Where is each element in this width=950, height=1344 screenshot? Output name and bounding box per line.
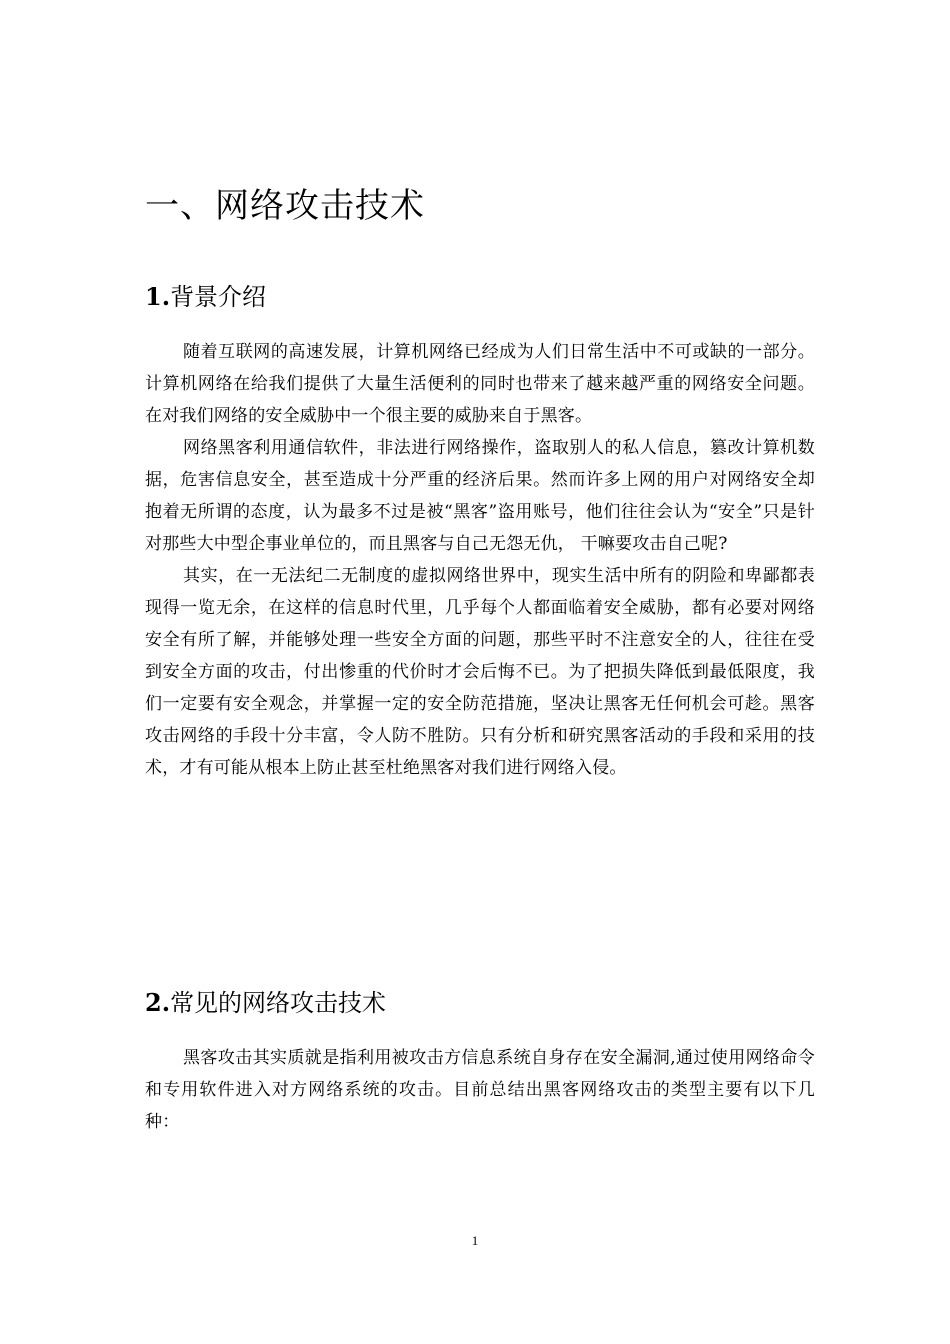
chapter-title: 一、网络攻击技术 [145, 186, 425, 226]
section-heading-attack-techniques [145, 986, 386, 1020]
paragraph: 黑客攻击其实质就是指利用被攻击方信息系统自身存在安全漏洞,通过使用网络命令和专用软件进入对方网络系统的攻击。目前总结出黑客网络攻击的类型主要有以下几种： [145, 1048, 815, 1132]
section-title: 背景介绍 [170, 283, 267, 311]
section-heading-background [145, 280, 266, 314]
section-title: 常见的网络攻击技术 [170, 989, 387, 1017]
section-body-attack-techniques [145, 1042, 815, 1138]
section-number: 1. [145, 282, 171, 311]
paragraph: 其实，在一无法纪二无制度的虚拟网络世界中，现实生活中所有的阴险和卑鄙都表现得一览无余，在这样的信息时代里，几乎每个人都面临着安全威胁，都有必要对网络安全有所了解，并能够处理一些安全方面的问题，那些平时不注意安全的人，往往在受到安全方面的攻击，付出惨重的代价时才会后悔不已。为了把损失降低到最低限度，我们一定要有安全观念，并掌握一定的安全防范措施，坚决让黑客无任何机会可趁。黑客攻击网络的手段十分丰富，令人防不胜防。只有分析和研究黑客活动的手段和采用的技术，才有可能从根本上防止甚至杜绝黑客对我们进行网络入侵。 [145, 566, 815, 778]
paragraph: 网络黑客利用通信软件，非法进行网络操作，盗取别人的私人信息，篡改计算机数据，危害信息安全，甚至造成十分严重的经济后果。然而许多上网的用户对网络安全却抱着无所谓的态度，认为最多不过是被“黑客”盗用账号，他们往往会认为“安全”只是针对那些大中型企事业单位的，而且黑客与自己无怨无仇， 干嘛要攻击自己呢? [145, 438, 815, 554]
paragraph: 随着互联网的高速发展，计算机网络已经成为人们日常生活中不可或缺的一部分。计算机网络在给我们提供了大量生活便利的同时也带来了越来越严重的网络安全问题。在对我们网络的安全威胁中一个很主要的威胁来自于黑客。 [145, 342, 815, 426]
section-number: 2. [145, 988, 171, 1017]
section-body-background [145, 336, 815, 784]
page-number: 1 [471, 1233, 479, 1248]
